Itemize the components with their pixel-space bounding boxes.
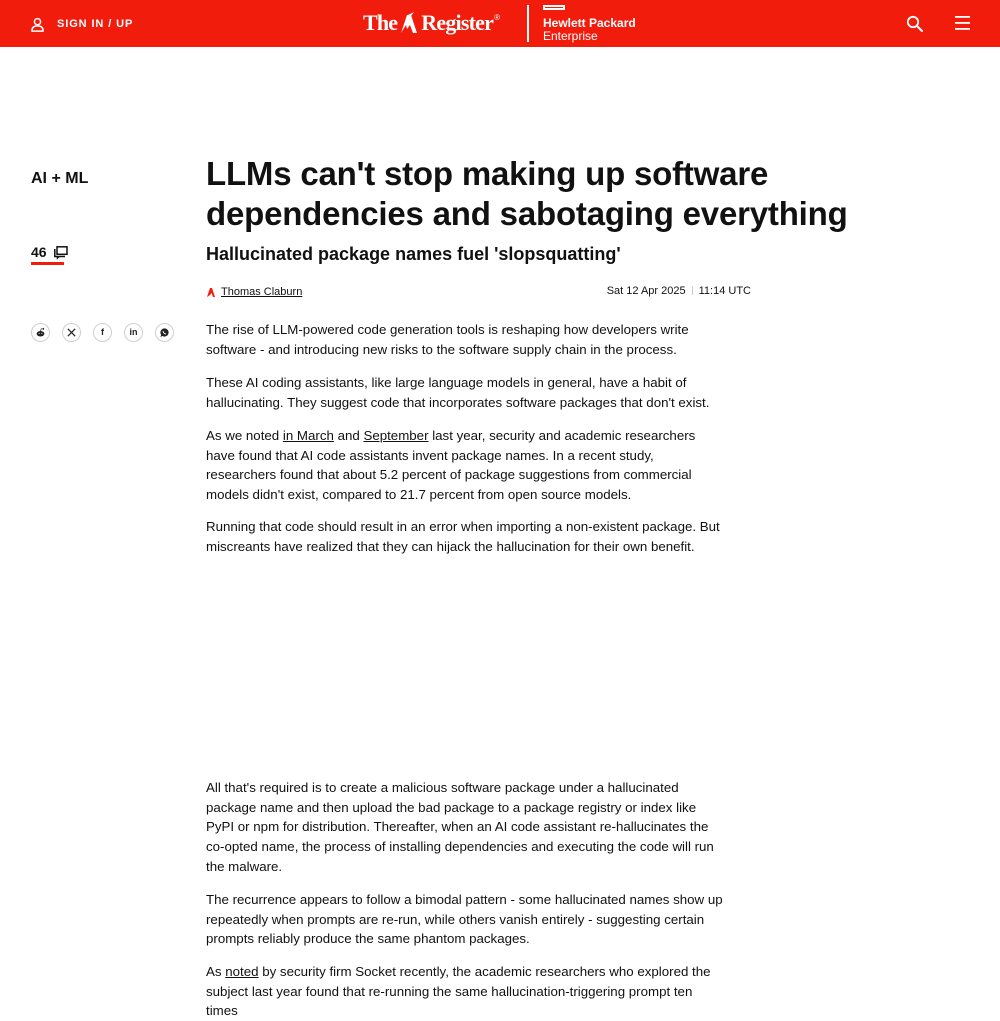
registered-mark: ® bbox=[494, 13, 500, 22]
facebook-icon: f bbox=[101, 327, 104, 337]
article-headline: LLMs can't stop making up software dependencies and sabotaging everything bbox=[206, 155, 848, 232]
share-facebook-button[interactable] bbox=[93, 323, 112, 342]
link-noted[interactable]: noted bbox=[225, 964, 259, 979]
comment-icon bbox=[54, 246, 68, 258]
comments-link[interactable] bbox=[31, 244, 68, 266]
paragraph-7 bbox=[206, 962, 726, 1021]
paragraph-3-text-a: As we noted bbox=[206, 428, 283, 443]
hpe-subtitle: Enterprise bbox=[543, 29, 598, 43]
paragraph-3 bbox=[206, 426, 726, 505]
linkedin-icon: in bbox=[129, 327, 138, 337]
byline bbox=[206, 285, 302, 299]
paragraph-4: Running that code should result in an error when importing a non-existent package. But miscreants have realized that they can hijack the hallucination for their own benefit. bbox=[206, 519, 720, 554]
share-linkedin-button[interactable] bbox=[124, 323, 143, 342]
logo-text-the: The bbox=[363, 10, 398, 35]
article-standfirst: Hallucinated package names fuel 'slopsquatting' bbox=[206, 244, 621, 264]
share-buttons bbox=[31, 323, 186, 342]
paragraph-7-text-a: As bbox=[206, 964, 226, 979]
date-separator bbox=[692, 286, 693, 295]
x-icon bbox=[66, 327, 77, 338]
author-link[interactable]: Thomas Claburn bbox=[221, 286, 303, 298]
link-september[interactable]: September bbox=[363, 428, 429, 443]
paragraph-1: The rise of LLM-powered code generation tools is reshaping how developers write software - and introducing new risks to the software supply chain in the process. bbox=[206, 322, 689, 357]
share-reddit-button[interactable] bbox=[31, 323, 50, 342]
comments-underline bbox=[31, 262, 64, 265]
author-vulture-icon bbox=[206, 287, 216, 297]
sign-in-button[interactable] bbox=[30, 14, 133, 34]
menu-button[interactable] bbox=[955, 15, 970, 31]
whatsapp-icon bbox=[159, 327, 170, 338]
paragraph-2: These AI coding assistants, like large language models in general, have a habit of hallucinating. They suggest code that incorporates software packages that don't exist. bbox=[206, 375, 710, 410]
share-x-button[interactable] bbox=[62, 323, 81, 342]
paragraph-7-text-b: by security firm Socket recently, the academic researchers who explored the subject last year found that re-running the same hallucination-triggering prompt ten times bbox=[206, 964, 711, 1019]
hpe-logo-mark-icon bbox=[543, 5, 565, 10]
logo-text-register: Register bbox=[421, 10, 494, 35]
search-button[interactable] bbox=[906, 15, 923, 32]
hpe-name: Hewlett Packard bbox=[543, 16, 636, 30]
paragraph-3-text-c: last year, security and academic researchers have found that AI code assistants invent package names. In a recent study, researchers found that about 5.2 percent of package suggestions from commercial models didn't exist, compared to 21.7 percent from open source models. bbox=[206, 428, 696, 503]
paragraph-6: The recurrence appears to follow a bimodal pattern - some hallucinated names show up repeatedly when prompts are re-run, while others vanish entirely - suggesting certain prompts reliably produce the same phantom packages. bbox=[206, 892, 723, 947]
top-bar bbox=[0, 0, 1000, 47]
share-whatsapp-button[interactable] bbox=[155, 323, 174, 342]
sign-in-label: SIGN IN / UP bbox=[57, 18, 134, 30]
user-icon bbox=[30, 17, 45, 32]
paragraph-3-text-b: and bbox=[333, 428, 364, 443]
paragraph-5: All that's required is to create a malicious software package under a hallucinated package name and then upload the bad package to a package registry or index like PyPI or npm for distribution. Thereafter, when an AI code assistant re-hallucinates the co-opted name, the process of installing dependencies and executing the code will run the malware. bbox=[206, 780, 714, 874]
hpe-partner-logo[interactable] bbox=[543, 5, 653, 43]
dateline bbox=[560, 285, 751, 297]
header-divider bbox=[527, 5, 529, 42]
comment-count: 46 bbox=[31, 244, 47, 260]
the-register-logo[interactable] bbox=[363, 9, 500, 37]
search-icon bbox=[906, 15, 923, 32]
section-link-ai-ml[interactable]: AI + ML bbox=[31, 170, 89, 187]
vulture-logo-icon bbox=[398, 12, 420, 34]
reddit-icon bbox=[35, 327, 46, 338]
publish-time: 11:14 UTC bbox=[698, 285, 751, 297]
publish-date: Sat 12 Apr 2025 bbox=[606, 285, 686, 297]
link-in-march[interactable]: in March bbox=[282, 428, 334, 443]
hamburger-menu-icon bbox=[955, 15, 970, 31]
ad-slot bbox=[206, 570, 726, 765]
